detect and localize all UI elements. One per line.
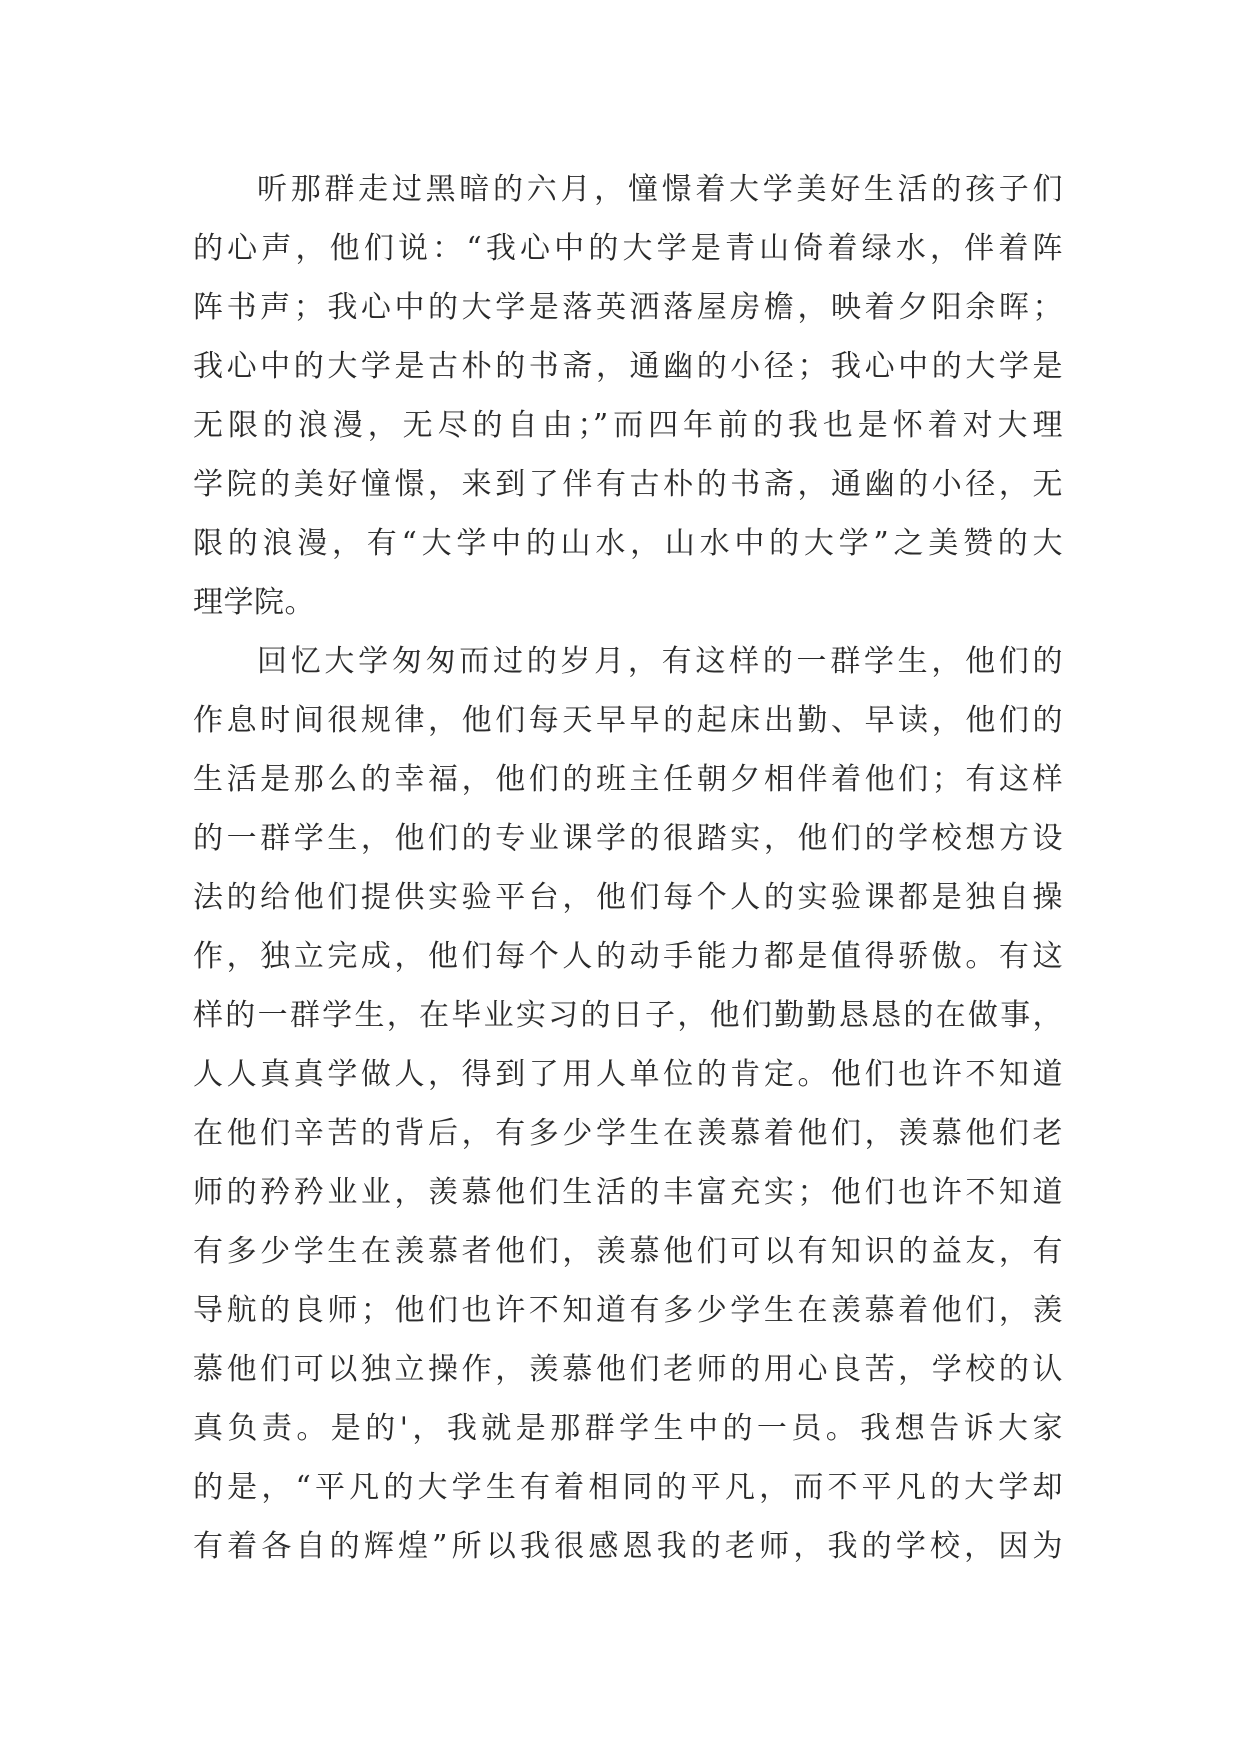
text-line: 限的浪漫，有“大学中的山水，山水中的大学”之美赞的大 [193,526,1063,561]
text-line: 有着各自的辉煌”所以我很感恩我的老师，我的学校，因为 [193,1529,1063,1564]
text-line: 人人真真学做人，得到了用人单位的肯定。他们也许不知道 [193,1057,1063,1092]
text-line: 有多少学生在羡慕者他们，羡慕他们可以有知识的益友，有 [193,1234,1063,1269]
text-line: 作，独立完成，他们每个人的动手能力都是值得骄傲。有这 [193,939,1063,974]
text-line: 的是，“平凡的大学生有着相同的平凡，而不平凡的大学却 [193,1470,1063,1505]
text-line: 的心声，他们说：“我心中的大学是青山倚着绿水，伴着阵 [193,231,1063,266]
text-line: 样的一群学生，在毕业实习的日子，他们勤勤恳恳的在做事， [193,998,1063,1033]
body-text [193,160,1063,1576]
text-line: 无限的浪漫，无尽的自由；”而四年前的我也是怀着对大理 [193,408,1063,443]
text-line: 师的矜矜业业，羡慕他们生活的丰富充实；他们也许不知道 [193,1175,1063,1210]
text-line: 阵书声；我心中的大学是落英洒落屋房檐，映着夕阳余晖； [193,290,1063,325]
text-line: 学院的美好憧憬，来到了伴有古朴的书斋，通幽的小径，无 [193,467,1063,502]
text-line: 的一群学生，他们的专业课学的很踏实，他们的学校想方设 [193,821,1063,856]
paragraph-1 [193,160,1063,632]
text-line: 生活是那么的幸福，他们的班主任朝夕相伴着他们；有这样 [193,762,1063,797]
text-line: 在他们辛苦的背后，有多少学生在羡慕着他们，羡慕他们老 [193,1116,1063,1151]
text-line: 作息时间很规律，他们每天早早的起床出勤、早读，他们的 [193,703,1063,738]
text-line: 回忆大学匆匆而过的岁月，有这样的一群学生，他们的 [257,644,1063,679]
text-line: 导航的良师；他们也许不知道有多少学生在羡慕着他们，羡 [193,1293,1063,1328]
text-line: 真负责。是的'，我就是那群学生中的一员。我想告诉大家 [193,1411,1063,1446]
text-line: 慕他们可以独立操作，羡慕他们老师的用心良苦，学校的认 [193,1352,1063,1387]
text-line: 理学院。 [193,585,315,620]
paragraph-2 [193,632,1063,1576]
text-line: 法的给他们提供实验平台，他们每个人的实验课都是独自操 [193,880,1063,915]
text-line: 听那群走过黑暗的六月，憧憬着大学美好生活的孩子们 [257,172,1063,207]
text-line: 我心中的大学是古朴的书斋，通幽的小径；我心中的大学是 [193,349,1063,384]
